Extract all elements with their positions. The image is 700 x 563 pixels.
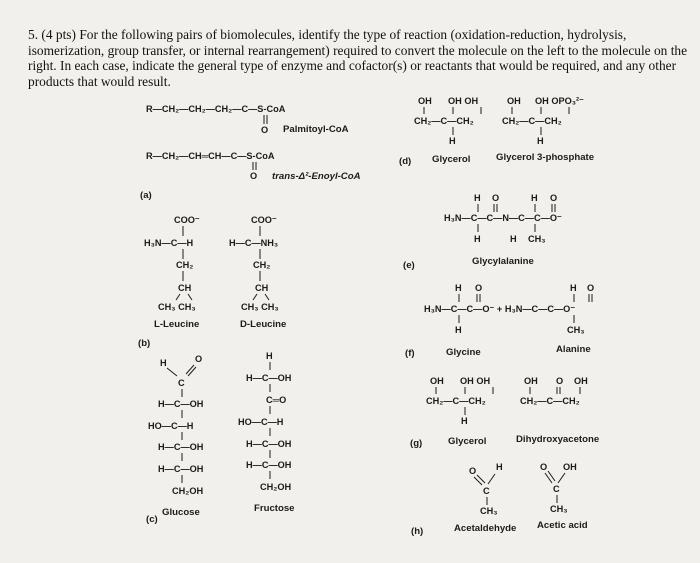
svg-text:O: O (195, 354, 203, 364)
svg-text:CH₂OH: CH₂OH (172, 486, 204, 496)
part-h-label: (h) (411, 526, 424, 537)
acetic-acid-name: Acetic acid (537, 520, 588, 531)
svg-text:H: H (455, 283, 462, 293)
svg-text:C: C (178, 378, 185, 388)
dihydroxyacetone-name: Dihydroxyacetone (516, 434, 600, 445)
svg-text:O: O (587, 283, 595, 293)
svg-text:OH OPO₃²⁻: OH OPO₃²⁻ (535, 96, 584, 106)
part-c-label: (c) (146, 514, 158, 525)
structure-l-leucine (144, 215, 200, 330)
svg-text:OH: OH (574, 376, 588, 386)
structure-enoyl-coa (146, 151, 361, 182)
enoyl-formula: R—CH₂—CH═CH—C—S-CoA (146, 151, 275, 161)
svg-text:H: H (474, 234, 481, 244)
structure-glycerol-3-phosphate (496, 96, 594, 163)
svg-text:O: O (540, 462, 548, 472)
svg-text:CH₂—C—CH₂: CH₂—C—CH₂ (502, 116, 562, 126)
svg-text:CH₃: CH₃ (550, 504, 568, 514)
part-f-label: (f) (405, 348, 415, 359)
svg-text:CH₂—C—CH₂: CH₂—C—CH₂ (520, 396, 580, 406)
svg-text:CH₃ CH₃: CH₃ CH₃ (158, 302, 196, 312)
structure-glycerol-g (426, 376, 493, 447)
svg-text:O: O (469, 466, 477, 476)
svg-text:O: O (250, 171, 258, 181)
palmitoyl-name: Palmitoyl-CoA (283, 124, 349, 135)
d-leucine-name: D-Leucine (240, 319, 287, 330)
glycine-name: Glycine (446, 347, 481, 358)
enoyl-name: trans-Δ²-Enoyl-CoA (272, 171, 361, 182)
part-g-label: (g) (410, 438, 423, 449)
glucose-name: Glucose (162, 507, 200, 518)
svg-text:CH₂: CH₂ (176, 260, 194, 270)
svg-text:H: H (455, 325, 462, 335)
svg-text:OH: OH (430, 376, 444, 386)
svg-text:COO⁻: COO⁻ (174, 215, 200, 225)
svg-text:OH: OH (524, 376, 538, 386)
part-d-label: (d) (399, 156, 412, 167)
svg-text:CH₂OH: CH₂OH (260, 482, 292, 492)
svg-text:H—C—OH: H—C—OH (158, 464, 204, 474)
svg-text:CH₃: CH₃ (480, 506, 498, 516)
svg-text:CH₃: CH₃ (567, 325, 585, 335)
structure-acetaldehyde (454, 462, 516, 534)
glycerol-g-name: Glycerol (448, 436, 487, 447)
svg-text:H: H (461, 416, 468, 426)
svg-text:CH₃: CH₃ (528, 234, 546, 244)
svg-text:O: O (492, 193, 500, 203)
svg-text:H: H (570, 283, 577, 293)
svg-text:H: H (474, 193, 481, 203)
svg-text:CH₂—C—CH₂: CH₂—C—CH₂ (414, 116, 474, 126)
svg-text:H: H (496, 462, 503, 472)
svg-text:H₃N—C—C—O⁻ + H₃N—C—C—O⁻: H₃N—C—C—O⁻ + H₃N—C—C—O⁻ (424, 304, 576, 314)
l-leucine-name: L-Leucine (154, 319, 200, 330)
svg-text:HO—C—H: HO—C—H (148, 421, 194, 431)
svg-text:COO⁻: COO⁻ (251, 215, 277, 225)
svg-text:CH₂: CH₂ (253, 260, 271, 270)
svg-text:OH: OH (507, 96, 521, 106)
structure-glucose (148, 354, 204, 518)
structure-glycerol-d (414, 96, 481, 165)
fructose-name: Fructose (254, 503, 295, 514)
structure-glycine-alanine (424, 283, 594, 358)
svg-text:CH: CH (255, 283, 269, 293)
part-b-label: (b) (138, 338, 151, 349)
svg-text:H—C—OH: H—C—OH (158, 442, 204, 452)
glycerol-d-name: Glycerol (432, 154, 471, 165)
svg-text:H: H (531, 193, 538, 203)
structure-fructose (238, 351, 295, 514)
svg-text:HO—C—H: HO—C—H (238, 417, 284, 427)
palmitoyl-formula: R—CH₂—CH₂—CH₂—C—S-CoA (146, 104, 286, 114)
svg-text:H—C—NH₃: H—C—NH₃ (229, 238, 279, 248)
svg-text:H₃N—C—H: H₃N—C—H (144, 238, 194, 248)
svg-text:H—C—OH: H—C—OH (246, 460, 292, 470)
svg-text:OH: OH (563, 462, 577, 472)
svg-text:CH₂—C—CH₂: CH₂—C—CH₂ (426, 396, 486, 406)
svg-text:OH OH: OH OH (460, 376, 491, 386)
svg-text:H: H (266, 351, 273, 361)
part-a-label: (a) (140, 190, 152, 201)
svg-text:H—C—OH: H—C—OH (246, 373, 292, 383)
alanine-name: Alanine (556, 344, 591, 355)
acetaldehyde-name: Acetaldehyde (454, 523, 517, 534)
glycerol-3-phosphate-name: Glycerol 3-phosphate (496, 152, 595, 163)
glycylalanine-name: Glycylalanine (472, 256, 534, 267)
part-e-label: (e) (403, 260, 415, 271)
svg-text:OH: OH (418, 96, 432, 106)
structure-d-leucine (229, 215, 286, 330)
svg-text:O: O (475, 283, 483, 293)
svg-text:O: O (550, 193, 558, 203)
svg-text:C═O: C═O (266, 395, 287, 405)
question-text: 5. (4 pts) For the following pairs of biomolecules, identify the type of reaction (oxidation-reduction, hydrolysis, isomerization, group transfer, or internal rearrangement) required to convert the molecule on the left to the molecule on the right. In each case, indicate the general type of enzyme and cofactor(s) or reactants that would be required, and any other products that would result. (28, 27, 688, 89)
svg-text:H—C—OH: H—C—OH (158, 399, 204, 409)
svg-text:CH₃ CH₃: CH₃ CH₃ (241, 302, 279, 312)
svg-text:H: H (537, 136, 544, 146)
svg-text:H: H (160, 358, 167, 368)
svg-text:H₃N—C—C—N—C—C—O⁻: H₃N—C—C—N—C—C—O⁻ (444, 213, 562, 223)
structure-glycylalanine (444, 193, 562, 267)
svg-text:CH: CH (178, 283, 192, 293)
svg-text:H—C—OH: H—C—OH (246, 439, 292, 449)
structure-dihydroxyacetone (516, 376, 599, 445)
svg-text:OH OH: OH OH (448, 96, 479, 106)
structure-palmitoyl-coa (146, 104, 349, 135)
svg-text:C: C (553, 484, 560, 494)
svg-text:C: C (483, 486, 490, 496)
structure-acetic-acid (537, 462, 588, 531)
svg-text:H: H (449, 136, 456, 146)
svg-text:O: O (261, 125, 269, 135)
svg-text:H: H (510, 234, 517, 244)
svg-text:O: O (556, 376, 564, 386)
